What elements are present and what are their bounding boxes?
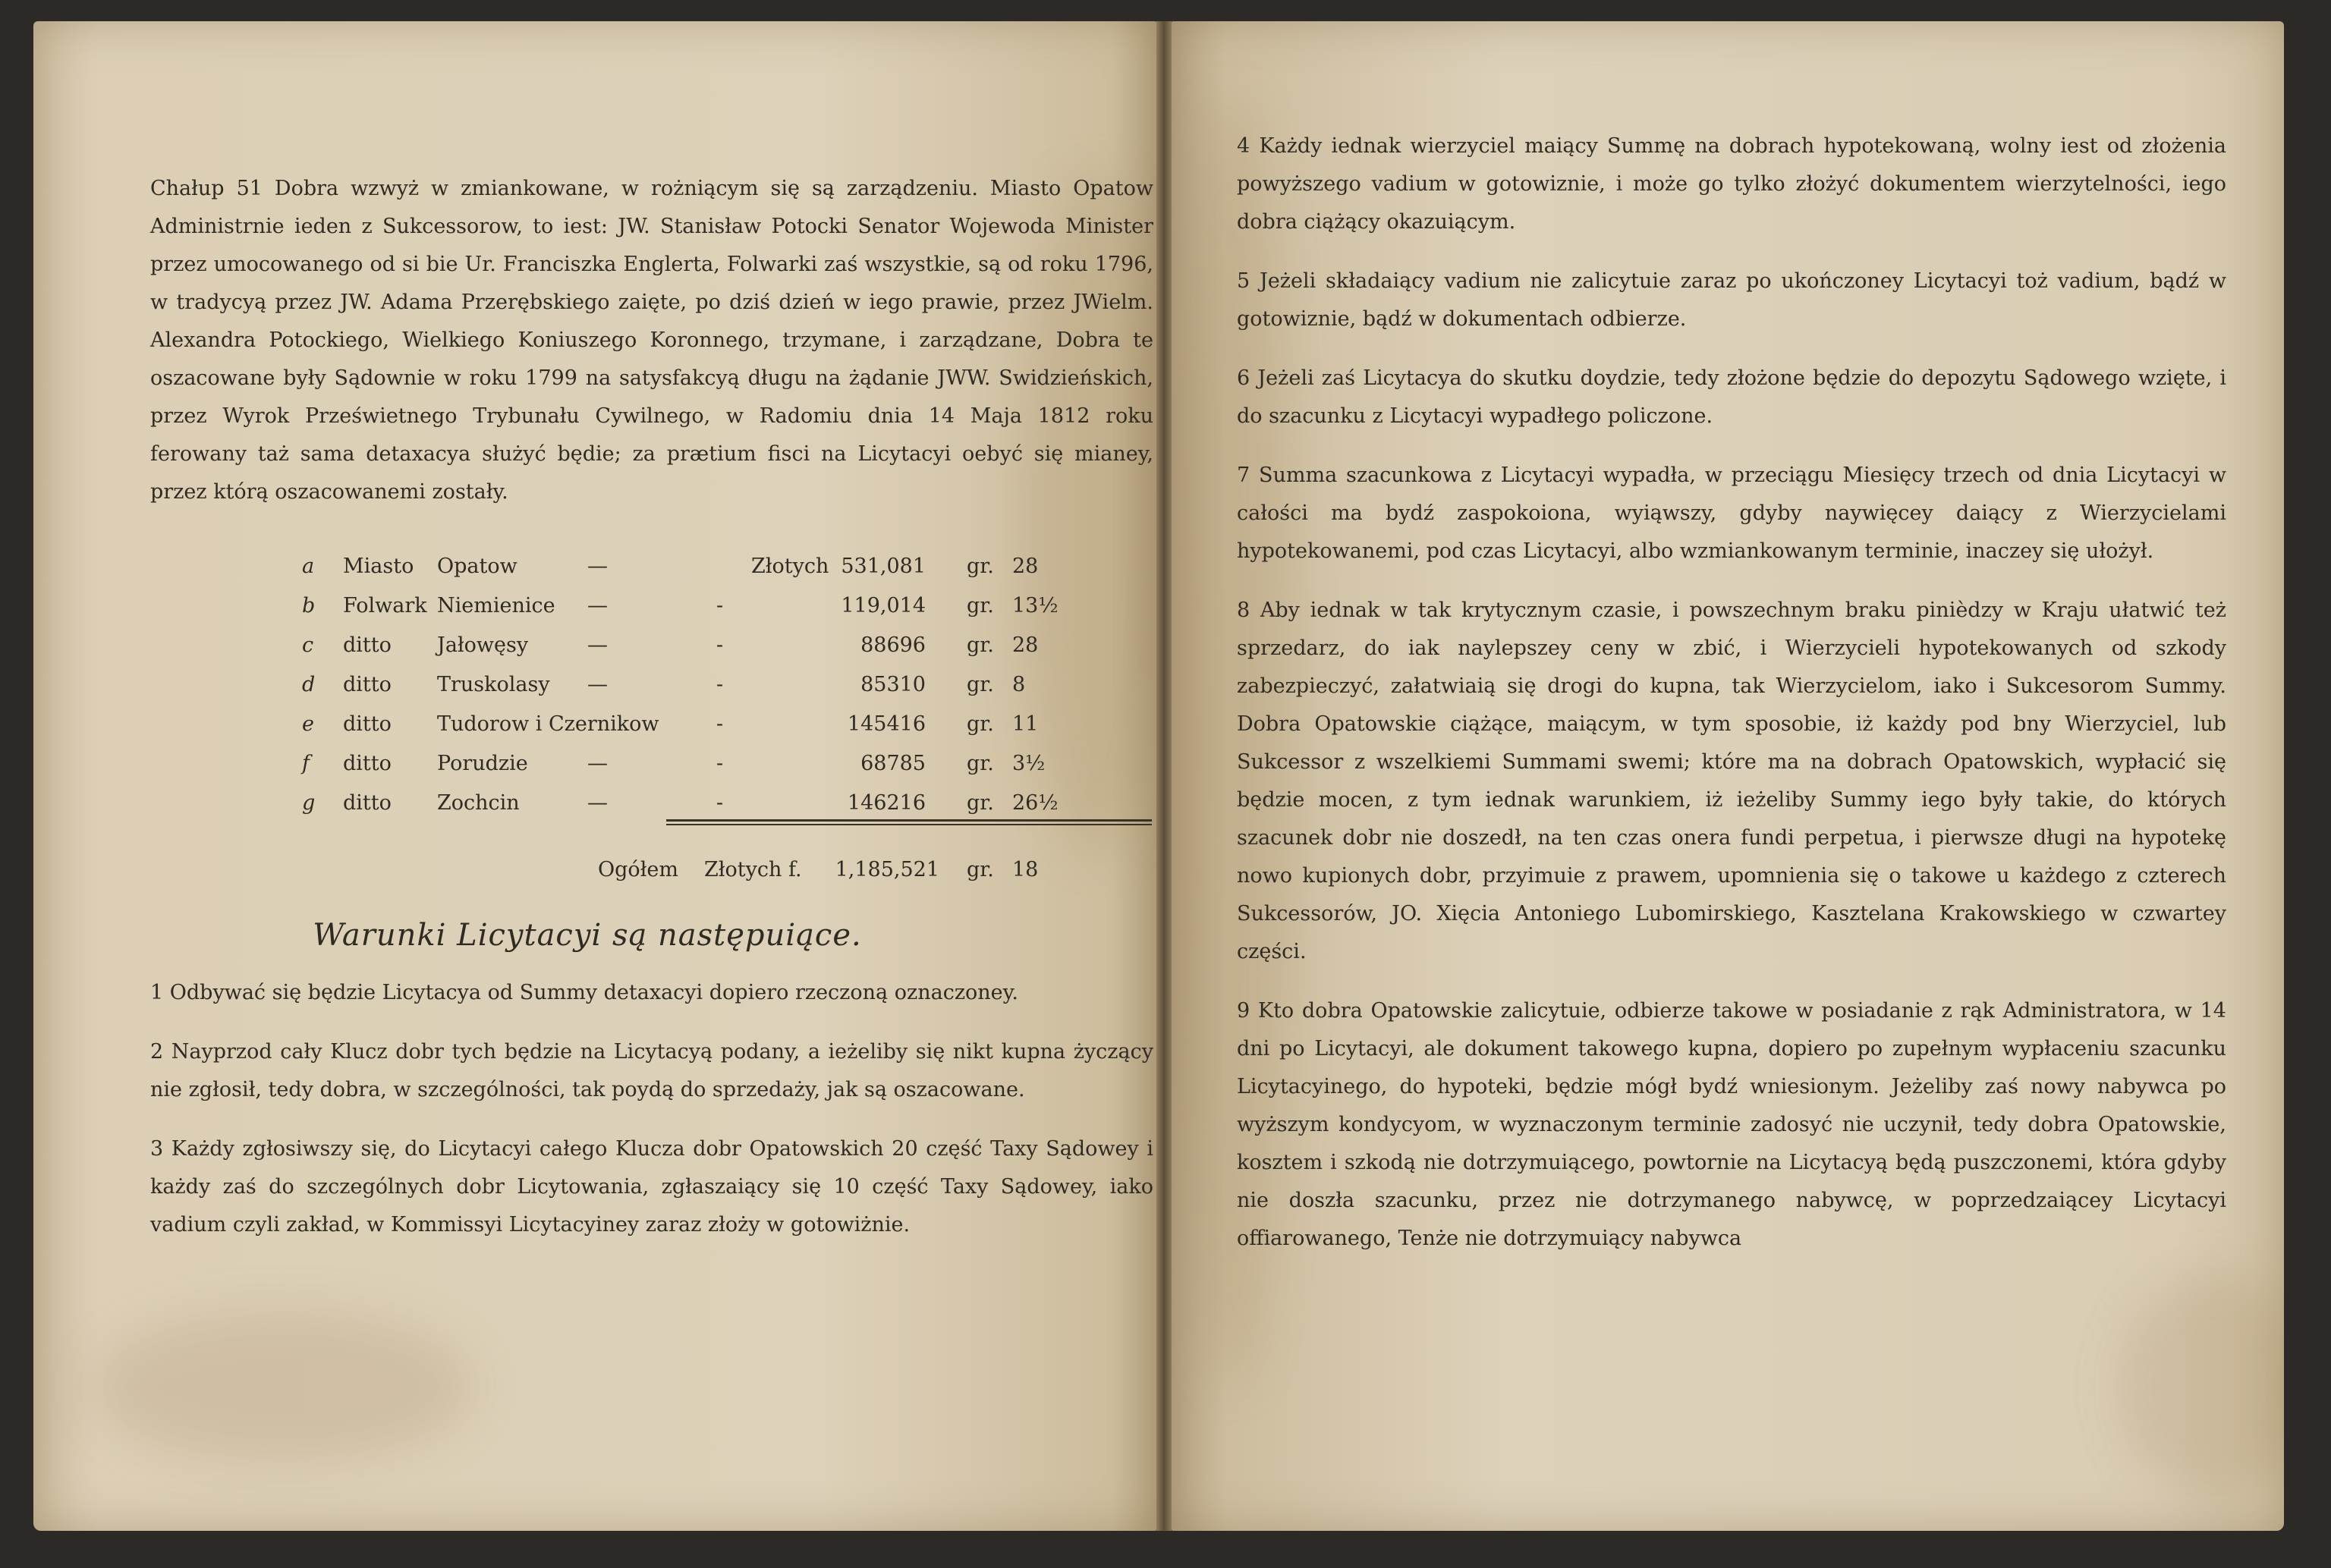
table-cell-letter: b [302,594,316,617]
table-cell-dash2: - [716,791,724,815]
table-cell-name: Opatow [437,555,517,578]
condition-1: 1 Odbywać się będzie Licytacya od Summy detaxacyi dopiero rzeczoną oznaczoney. [150,981,1018,1004]
table-row [150,627,1153,665]
table-cell-num: 13½ [1012,594,1059,617]
table-cell-value: 146216 [847,791,926,815]
table-row [150,745,1153,783]
table-cell-dash: — [587,791,608,815]
table-cell-gr: gr. [967,791,994,815]
table-cell-gr: gr. [967,633,994,657]
table-cell-type: ditto [343,673,392,696]
table-cell-letter: e [302,712,314,736]
left-page-text [150,170,1153,1265]
table-cell-type: Miasto [343,555,414,578]
table-cell-gr: gr. [967,555,994,578]
table-cell-letter: f [302,752,310,775]
condition-8: 8 Aby iednak w tak krytycznym czasie, i powszechnym braku pinièdzy w Kraju ułatwić też sprzedarz, do iak naylepszey ceny w zbić, i Wierzycieli hypotekowanych od szkody zabezpieczyć, załatwiaią się drogi do kupna, tak Wierzycielom, iako i Sukcesorom Summy. Dobra Opatowskie ciążące, maiącym, w tym sposobie, iż każdy pod bny Wierzyciel, lub Sukcessor z wszelkiemi Summami swemi; które ma na dobrach Opatowskich, wypłacić się będzie mocen, z tym iednak warunkiem, iż ieżeliby Summy iego były takie, do których szacunek dobr nie doszedł, na ten czas onera fundi perpetua, i pierwsze długi na hypotekę nowo kupionych dobr, przyimuie z prawem, upomnienia się o takowe u każdego z czterech Sukcessorów, JO. Xięcia Antoniego Lubomirskiego, Kasztelana Krakowskiego w czwartey części. [1237,599,2226,963]
table-cell-dash: — [587,633,608,657]
table-cell-letter: d [302,673,316,696]
table-cell-dash: — [587,555,608,578]
total-currency: Złotych f. [704,858,802,881]
table-cell-dash2: - [716,673,724,696]
table-cell-type: ditto [343,633,392,657]
table-cell-dash2: - [716,594,724,617]
total-value: 1,185,521 [835,858,939,881]
table-cell-dash2: - [716,633,724,657]
table-cell-gr: gr. [967,594,994,617]
total-gr: gr. [967,858,994,881]
table-sum-rule [666,819,1152,822]
table-cell-name: Truskolasy [437,673,550,696]
valuation-table [150,533,1153,851]
right-page [1172,21,2284,1531]
table-cell-letter: a [302,555,315,578]
book-spread [33,21,2284,1531]
table-cell-gr: gr. [967,752,994,775]
condition-2: 2 Nayprzod cały Klucz dobr tych będzie na Licytacyą podany, a ieżeliby się nikt kupna życzący nie zgłosił, tedy dobra, w szczególności, tak poydą do sprzedaży, jak są oszacowane. [150,1040,1153,1101]
table-cell-name: Niemienice [437,594,555,617]
table-row [150,705,1153,743]
table-cell-dash: — [587,752,608,775]
condition-6: 6 Jeżeli zaś Licytacya do skutku doydzie, tedy złożone będzie do depozytu Sądowego wzięte, i do szacunku z Licytacyi wypadłego policzone. [1237,366,2226,428]
condition-5: 5 Jeżeli składaiący vadium nie zalicytuie zaraz po ukończoney Licytacyi toż vadium, bądź w gotowiznie, bądź w dokumentach odbierze. [1237,269,2226,331]
right-page-text [1237,127,2226,1279]
table-cell-name: Porudzie [437,752,528,775]
table-cell-num: 26½ [1012,791,1059,815]
table-cell-num: 8 [1012,673,1026,696]
book-gutter [1156,21,1172,1531]
table-cell-dash2: - [716,752,724,775]
table-row [150,784,1153,822]
table-row [150,548,1153,586]
conditions-heading: Warunki Licytacyi są następuiące. [313,918,862,953]
table-cell-dash2: - [716,712,724,736]
table-cell-gr: gr. [967,712,994,736]
condition-7: 7 Summa szacunkowa z Licytacyi wypadła, w przeciągu Miesięcy trzech od dnia Licytacyi w całości ma bydź zaspokoiona, wyiąwszy, gdyby naywięcey daiący z Wierzycielami hypotekowanemi, pod czas Licytacyi, albo wzmiankowanym terminie, inaczey się ułożył. [1237,463,2226,563]
table-cell-zl: Złotych [751,555,829,578]
table-cell-type: Folwark [343,594,427,617]
table-cell-num: 11 [1012,712,1039,736]
table-cell-letter: g [302,791,316,815]
table-cell-dash: — [587,594,608,617]
condition-3: 3 Każdy zgłosiwszy się, do Licytacyi całego Klucza dobr Opatowskich 20 część Taxy Sądowey i każdy zaś do szczególnych dobr Licytowania, zgłaszaiący się 10 część Taxy Sądowey, iako vadium czyli zakład, w Kommissyi Licytacyiney zaraz złoży w gotowiżnie. [150,1137,1153,1236]
table-cell-gr: gr. [967,673,994,696]
table-cell-value: 119,014 [841,594,926,617]
total-label: Ogółem [598,858,679,881]
table-cell-num: 28 [1012,555,1039,578]
total-row [150,851,1153,894]
table-cell-name: Jałowęsy [437,633,529,657]
table-row [150,587,1153,625]
condition-4: 4 Każdy iednak wierzyciel maiący Summę na dobrach hypotekowaną, wolny iest od złożenia powyższego vadium w gotowiznie, i może go tylko złożyć dokumentem wierzytelności, iego dobra ciążący okazuiącym. [1237,134,2226,234]
table-cell-type: ditto [343,791,392,815]
table-cell-value: 88696 [860,633,926,657]
left-page [33,21,1156,1531]
table-cell-value: 68785 [860,752,926,775]
table-cell-num: 28 [1012,633,1039,657]
table-cell-value: 85310 [860,673,926,696]
table-cell-name: Zochcin [437,791,520,815]
table-cell-type: ditto [343,752,392,775]
condition-9: 9 Kto dobra Opatowskie zalicytuie, odbierze takowe w posiadanie z rąk Administratora, w 14 dni po Licytacyi, ale dokument takowego kupna, dopiero po zupełnym wypłaceniu szacunku Licytacyinego, do hypoteki, będzie mógł bydź wniesionym. Jeżeliby zaś nowy nabywca po wyższym kondycyom, w wyznaczonym terminie zadosyć nie uczynił, tedy dobra Opatowskie, kosztem i szkodą nie dotrzymuiącego, powtornie na Licytacyą będą puszczonemi, która gdyby nie doszła szacunku, przez nie dotrzymanego nabywcę, w poprzedzaiącey Licytacyi offiarowanego, Tenże nie dotrzymuiący nabywca [1237,999,2226,1250]
table-sum-rule-second [666,824,1152,825]
total-num: 18 [1012,858,1039,881]
intro-paragraph: Chałup 51 Dobra wzwyż w zmiankowane, w rożniącym się są zarządzeniu. Miasto Opatow Administrnie ieden z Sukcessorow, to iest: JW. Stanisław Potocki Senator Wojewoda Minister przez umocowanego od si bie Ur. Franciszka Englerta, Folwarki zaś wszystkie, są od roku 1796, w tradycyą przez JW. Adama Przerębskiego zaięte, po dziś dzień w iego prawie, przez JWielm. Alexandra Potockiego, Wielkiego Koniuszego Koronnego, trzymane, i zarządzane, Dobra te oszacowane były Sądownie w roku 1799 na satysfakcyą długu na żądanie JWW. Swidzieńskich, przez Wyrok Prześwietnego Trybunału Cywilnego, w Radomiu dnia 14 Maja 1812 roku ferowany taż sama detaxacya służyć będie; za prætium fisci na Licytacyi oebyć się mianey, przez którą oszacowanemi zostały. [150,177,1153,504]
table-cell-type: ditto [343,712,392,736]
table-cell-value: 531,081 [841,555,926,578]
table-cell-name: Tudorow i Czernikow [437,712,659,736]
table-cell-dash: — [587,673,608,696]
table-row [150,666,1153,704]
table-cell-value: 145416 [847,712,926,736]
table-cell-letter: c [302,633,314,657]
table-cell-num: 3½ [1012,752,1046,775]
